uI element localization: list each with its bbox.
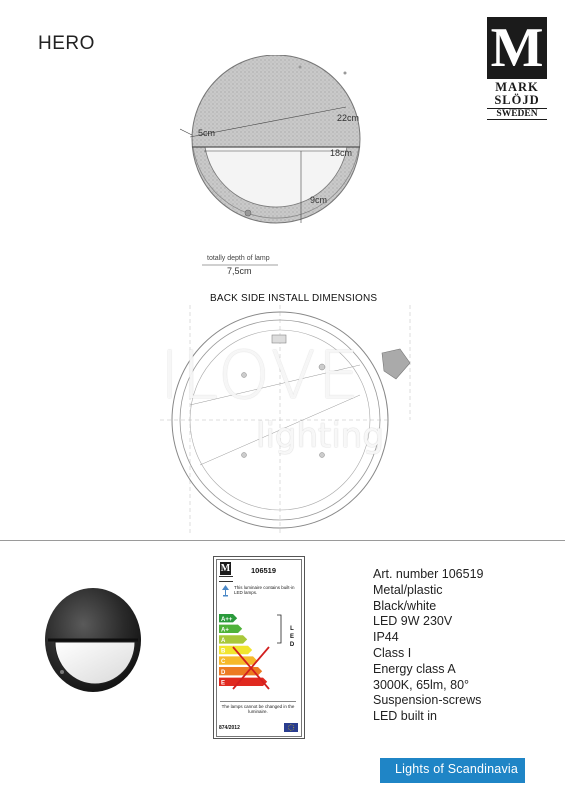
spec-line: Suspension-screws xyxy=(373,693,482,708)
depth-caption: totally depth of lamp xyxy=(207,255,270,262)
energy-label-logo: M xyxy=(220,563,231,574)
led-range-bracket xyxy=(277,615,281,643)
energy-class-label: C xyxy=(221,659,226,666)
energy-label-art-number: 106519 xyxy=(251,566,277,575)
back-side-heading: BACK SIDE INSTALL DIMENSIONS xyxy=(210,293,378,304)
spec-line: Class I xyxy=(373,645,412,660)
logo-line-mark: MARK xyxy=(495,80,539,94)
spec-line: LED built in xyxy=(373,709,437,724)
energy-class-label: A+ xyxy=(221,627,229,634)
logo-line-slojd: SLÖJD xyxy=(494,93,540,107)
energy-class-arrows xyxy=(219,613,287,693)
logo-line-sweden: SWEDEN xyxy=(487,108,547,120)
spec-line: Black/white xyxy=(373,598,437,613)
product-photo xyxy=(38,580,148,700)
energy-label xyxy=(213,556,305,739)
led-letter-e: E xyxy=(289,634,294,640)
lamp-icon xyxy=(221,585,230,597)
spec-line: LED 9W 230V xyxy=(373,614,453,629)
energy-class-label: B xyxy=(221,648,226,655)
eu-flag-icon xyxy=(284,723,298,732)
energy-class-label: E xyxy=(221,680,226,687)
dim-diameter: 22cm xyxy=(337,113,360,123)
energy-label-regulation: 874/2012 xyxy=(219,725,240,731)
watermark-love: ILOVE xyxy=(160,337,362,414)
dim-shade-height: 9cm xyxy=(310,195,328,205)
energy-class-label: A++ xyxy=(221,616,233,623)
footer-tagline: Lights of Scandinavia xyxy=(395,762,519,776)
spec-line: Art. number 106519 xyxy=(373,567,484,581)
energy-class-label: D xyxy=(221,669,226,676)
led-letter-d: D xyxy=(289,642,295,648)
logo-letter: M xyxy=(490,17,544,79)
energy-label-led xyxy=(288,625,296,649)
led-letter-l: L xyxy=(290,626,294,632)
spec-line: Metal/plastic xyxy=(373,582,443,597)
spec-line: 3000K, 65lm, 80° xyxy=(373,677,470,692)
brand-logo xyxy=(487,17,547,120)
dim-side-depth: 5cm xyxy=(198,128,216,138)
spec-line: Energy class A xyxy=(373,661,456,676)
energy-class-label: A xyxy=(221,638,226,644)
energy-label-lamp-note: This luminaire contains built-in LED lamps. xyxy=(234,585,295,595)
section-divider xyxy=(0,540,565,541)
product-title: HERO xyxy=(38,33,95,54)
energy-label-logo-bar xyxy=(219,576,233,582)
lamp-front-drawing xyxy=(180,55,380,235)
watermark-lighting: lighting xyxy=(256,416,384,456)
depth-value: 7,5cm xyxy=(227,266,252,276)
spec-list xyxy=(373,567,553,725)
dim-shade-width: 18cm xyxy=(330,148,353,158)
energy-label-footer-note: The lamps cannot be changed in the luminaire. xyxy=(220,701,296,714)
spec-line: IP44 xyxy=(373,630,399,645)
